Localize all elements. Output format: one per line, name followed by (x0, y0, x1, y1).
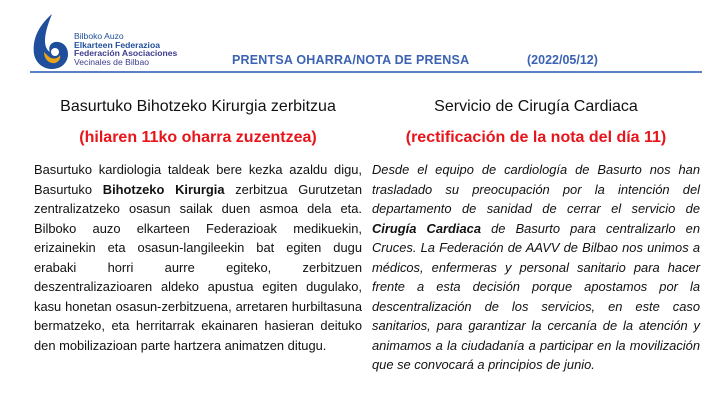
spanish-body-bold: Cirugía Cardiaca (372, 220, 481, 236)
spanish-title: Servicio de Cirugía Cardiaca (434, 98, 638, 115)
basque-body-part: zerbitzua Gurutzetan zentralizatzeko osasun sailak duen asmoa dela eta. Bilboko auzo elkarteen Federazioak medikuekin, erizainekin eta osasun-langileekin bat egiten dugu erabaki horri aurre egiteko, zerbitzuen deszentralizazioaren aldeko apustua egiten dugulako, kasu honetan osasun-zerbitzuena, arretaren hurbiltasuna bermatzeko, eta herritarrak ekainaren hasieran deituko den mobilizazioan parte hartzera animatzen ditugu. (34, 181, 363, 353)
spanish-column (372, 98, 700, 375)
press-release-title: PRENTSA OHARRA/NOTA DE PRENSA (232, 53, 470, 67)
spanish-body (372, 160, 700, 375)
basque-title: Basurtuko Bihotzeko Kirurgia zerbitzua (60, 98, 336, 115)
logo-line: Vecinales de Bilbao (74, 56, 150, 67)
spanish-body-part: de Basurto para centralizarlo en Cruces. La Federación de AAVV de Bilbao nos unimos a médicos, enfermeras y personal sanitario para hacer frente a esta decisión porque apostamos por la descentralización de los servicios, en este caso sanitarios, para garantizar la cercanía de la atención y animamos a la ciudadanía a participar en la movilización que se convocará a principios de junio. (372, 220, 700, 372)
basque-body-bold: Bihotzeko Kirurgia (102, 181, 225, 197)
basque-column (34, 98, 362, 355)
federation-logo-mark-icon (30, 12, 70, 70)
federation-logo-text (74, 32, 177, 66)
header-divider (30, 71, 702, 73)
logo-line: Elkarteen Federazioa (74, 39, 160, 50)
logo-line: Bilboko Auzo (74, 31, 124, 41)
basque-body (34, 160, 362, 355)
spanish-body-part: Desde el equipo de cardiología de Basurto nos han trasladado su preocupación por la intención del departamento de sanidad de cerrar el servicio de (372, 162, 700, 216)
spanish-subtitle: (rectificación de la nota del día 11) (405, 129, 667, 146)
basque-subtitle: (hilaren 11ko oharra zuzentzea) (79, 129, 317, 146)
federation-logo (30, 12, 210, 72)
press-release-date: (2022/05/12) (527, 53, 598, 67)
logo-line: Federación Asociaciones (74, 48, 178, 59)
basque-body-part: Basurtuko kardiologia taldeak bere kezka azaldu digu, Basurtuko (34, 162, 362, 197)
